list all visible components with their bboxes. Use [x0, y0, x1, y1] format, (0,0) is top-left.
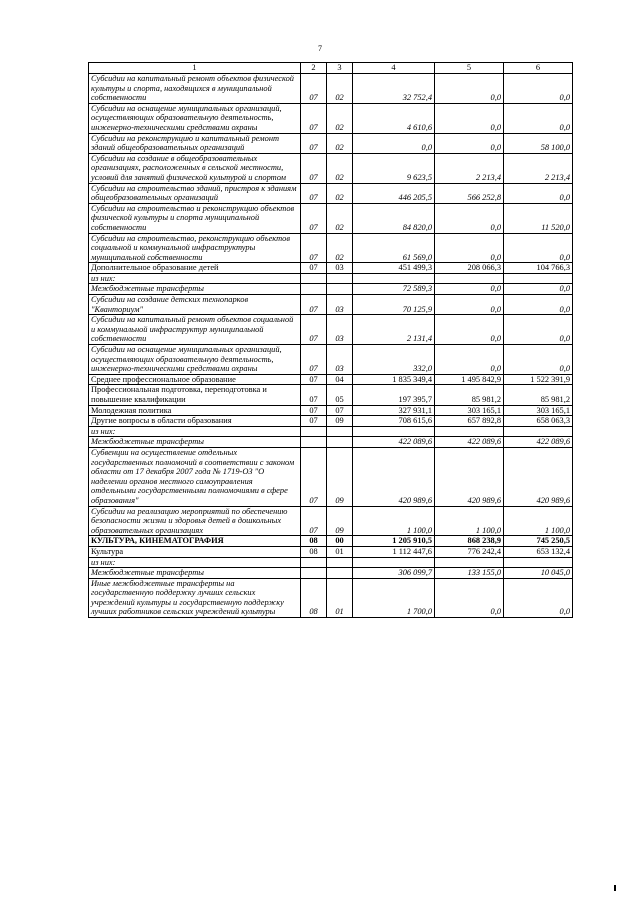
- value-col5-cell: 133 155,0: [435, 568, 504, 579]
- value-col5-cell: [435, 557, 504, 568]
- value-col6-cell: 0,0: [504, 103, 573, 133]
- section-code-cell: 07: [301, 74, 327, 104]
- table-row: [89, 183, 573, 203]
- value-col4-cell: 446 205,5: [353, 183, 435, 203]
- subsection-code-cell: 00: [327, 536, 353, 547]
- value-col6-cell: 0,0: [504, 315, 573, 345]
- section-code-cell: 07: [301, 385, 327, 405]
- subsection-code-cell: 03: [327, 295, 353, 315]
- header-cell: 6: [504, 63, 573, 74]
- subsection-code-cell: 09: [327, 416, 353, 427]
- value-col5-cell: 657 892,8: [435, 416, 504, 427]
- subsection-code-cell: 03: [327, 315, 353, 345]
- value-col5-cell: 0,0: [435, 345, 504, 375]
- table-row: [89, 263, 573, 274]
- value-col6-cell: 10 045,0: [504, 568, 573, 579]
- value-col6-cell: 0,0: [504, 284, 573, 295]
- value-col5-cell: 776 242,4: [435, 546, 504, 557]
- value-col6-cell: 653 132,4: [504, 546, 573, 557]
- section-code-cell: 07: [301, 153, 327, 183]
- value-col6-cell: 1 522 391,9: [504, 374, 573, 385]
- subsection-code-cell: 02: [327, 153, 353, 183]
- value-col4-cell: 1 112 447,6: [353, 546, 435, 557]
- value-col4-cell: 9 623,5: [353, 153, 435, 183]
- section-code-cell: 07: [301, 405, 327, 416]
- value-col5-cell: 422 089,6: [435, 437, 504, 448]
- table-row: [89, 133, 573, 153]
- value-col4-cell: 1 835 349,4: [353, 374, 435, 385]
- subsection-code-cell: 09: [327, 447, 353, 506]
- subsection-code-cell: 09: [327, 506, 353, 536]
- table-row: [89, 74, 573, 104]
- subsection-code-cell: [327, 284, 353, 295]
- row-name-cell: Среднее профессиональное образование: [89, 374, 301, 385]
- section-code-cell: 07: [301, 263, 327, 274]
- value-col4-cell: [353, 426, 435, 437]
- table-row: [89, 385, 573, 405]
- value-col5-cell: 0,0: [435, 284, 504, 295]
- header-cell: 2: [301, 63, 327, 74]
- value-col4-cell: 422 089,6: [353, 437, 435, 448]
- value-col4-cell: 1 205 910,5: [353, 536, 435, 547]
- row-name-cell: Субсидии на оснащение муниципальных организаций, осуществляющих образовательную деятельность, инженерно-техническими средствами охраны: [89, 103, 301, 133]
- value-col5-cell: 566 252,8: [435, 183, 504, 203]
- value-col5-cell: [435, 426, 504, 437]
- value-col4-cell: 306 099,7: [353, 568, 435, 579]
- table-row: [89, 295, 573, 315]
- table-row: [89, 437, 573, 448]
- table-row: [89, 345, 573, 375]
- row-name-cell: Профессиональная подготовка, переподготовка и повышение квалификации: [89, 385, 301, 405]
- table-row: [89, 426, 573, 437]
- value-col5-cell: 0,0: [435, 233, 504, 263]
- value-col5-cell: 208 066,3: [435, 263, 504, 274]
- value-col5-cell: 0,0: [435, 203, 504, 233]
- row-name-cell: Субвенции на осуществление отдельных государственных полномочий в соответствии с законом области от 17 декабря 2007 года № 1719-ОЗ "О наделении органов местного самоуправления отдельными государственными полномочиями в сфере образования": [89, 447, 301, 506]
- section-code-cell: 07: [301, 345, 327, 375]
- value-col5-cell: 0,0: [435, 315, 504, 345]
- section-code-cell: [301, 557, 327, 568]
- subsection-code-cell: [327, 557, 353, 568]
- value-col6-cell: 104 766,3: [504, 263, 573, 274]
- value-col4-cell: 451 499,3: [353, 263, 435, 274]
- page-number: 7: [318, 44, 322, 53]
- row-name-cell: Субсидии на строительство, реконструкцию объектов социальной и коммунальной инфраструктуры муниципальной собственности: [89, 233, 301, 263]
- value-col5-cell: 420 989,6: [435, 447, 504, 506]
- section-code-cell: 07: [301, 233, 327, 263]
- row-name-cell: Межбюджетные трансферты: [89, 284, 301, 295]
- value-col6-cell: 11 520,0: [504, 203, 573, 233]
- table-row: [89, 536, 573, 547]
- row-name-cell: Субсидии на создание детских технопарков "Кванториум": [89, 295, 301, 315]
- table-row: [89, 568, 573, 579]
- value-col5-cell: 85 981,2: [435, 385, 504, 405]
- table-row: [89, 273, 573, 284]
- value-col4-cell: 32 752,4: [353, 74, 435, 104]
- section-code-cell: [301, 426, 327, 437]
- value-col6-cell: 658 063,3: [504, 416, 573, 427]
- row-name-cell: Другие вопросы в области образования: [89, 416, 301, 427]
- value-col6-cell: 0,0: [504, 233, 573, 263]
- table-row: [89, 506, 573, 536]
- header-cell: 1: [89, 63, 301, 74]
- row-name-cell: Субсидии на строительство зданий, пристроя к зданиям общеобразовательных организаций: [89, 183, 301, 203]
- value-col4-cell: 420 989,6: [353, 447, 435, 506]
- value-col6-cell: 0,0: [504, 74, 573, 104]
- value-col4-cell: 72 589,3: [353, 284, 435, 295]
- table-row: [89, 315, 573, 345]
- section-code-cell: 07: [301, 133, 327, 153]
- row-name-cell: Культура: [89, 546, 301, 557]
- row-name-cell: Межбюджетные трансферты: [89, 437, 301, 448]
- section-code-cell: 07: [301, 506, 327, 536]
- value-col5-cell: 0,0: [435, 578, 504, 617]
- value-col6-cell: 1 100,0: [504, 506, 573, 536]
- section-code-cell: 07: [301, 315, 327, 345]
- subsection-code-cell: 01: [327, 546, 353, 557]
- table-row: [89, 578, 573, 617]
- section-code-cell: [301, 284, 327, 295]
- value-col6-cell: 420 989,6: [504, 447, 573, 506]
- row-name-cell: Субсидии на капитальный ремонт объектов физической культуры и спорта, находящихся в муниципальной собственности: [89, 74, 301, 104]
- table-row: [89, 103, 573, 133]
- header-cell: 4: [353, 63, 435, 74]
- section-code-cell: 08: [301, 536, 327, 547]
- section-code-cell: 07: [301, 374, 327, 385]
- row-name-cell: КУЛЬТУРА, КИНЕМАТОГРАФИЯ: [89, 536, 301, 547]
- subsection-code-cell: 02: [327, 183, 353, 203]
- value-col5-cell: 0,0: [435, 295, 504, 315]
- header-cell: 3: [327, 63, 353, 74]
- subsection-code-cell: 03: [327, 263, 353, 274]
- subsection-code-cell: 03: [327, 345, 353, 375]
- section-code-cell: 07: [301, 447, 327, 506]
- value-col4-cell: 327 931,1: [353, 405, 435, 416]
- row-name-cell: Субсидии на капитальный ремонт объектов социальной и коммунальной инфраструктур муниципальной собственности: [89, 315, 301, 345]
- table-row: [89, 374, 573, 385]
- value-col4-cell: [353, 557, 435, 568]
- table-row: [89, 447, 573, 506]
- section-code-cell: 08: [301, 578, 327, 617]
- value-col4-cell: 61 569,0: [353, 233, 435, 263]
- subsection-code-cell: [327, 426, 353, 437]
- value-col5-cell: 303 165,1: [435, 405, 504, 416]
- subsection-code-cell: 01: [327, 578, 353, 617]
- value-col4-cell: 70 125,9: [353, 295, 435, 315]
- section-code-cell: 08: [301, 546, 327, 557]
- row-name-cell: из них:: [89, 426, 301, 437]
- value-col6-cell: 0,0: [504, 578, 573, 617]
- section-code-cell: [301, 568, 327, 579]
- value-col4-cell: 1 700,0: [353, 578, 435, 617]
- subsection-code-cell: 02: [327, 74, 353, 104]
- value-col6-cell: 422 089,6: [504, 437, 573, 448]
- subsection-code-cell: [327, 568, 353, 579]
- value-col5-cell: [435, 273, 504, 284]
- subsection-code-cell: [327, 273, 353, 284]
- table-row: [89, 405, 573, 416]
- value-col4-cell: 197 395,7: [353, 385, 435, 405]
- value-col6-cell: 303 165,1: [504, 405, 573, 416]
- subsection-code-cell: 02: [327, 203, 353, 233]
- section-code-cell: [301, 437, 327, 448]
- value-col4-cell: 0,0: [353, 133, 435, 153]
- row-name-cell: Субсидии на создание в общеобразовательных организациях, расположенных в сельской местности, условий для занятий физической культурой и спортом: [89, 153, 301, 183]
- value-col6-cell: 58 100,0: [504, 133, 573, 153]
- value-col6-cell: 85 981,2: [504, 385, 573, 405]
- subsection-code-cell: 02: [327, 103, 353, 133]
- budget-table: [88, 62, 573, 618]
- section-code-cell: 07: [301, 295, 327, 315]
- header-row: [89, 63, 573, 74]
- page-edge-mark: [614, 885, 616, 891]
- row-name-cell: Субсидии на реализацию мероприятий по обеспечению безопасности жизни и здоровья детей в дошкольных образовательных организациях: [89, 506, 301, 536]
- value-col6-cell: [504, 557, 573, 568]
- value-col4-cell: 1 100,0: [353, 506, 435, 536]
- value-col5-cell: 1 495 842,9: [435, 374, 504, 385]
- subsection-code-cell: 02: [327, 133, 353, 153]
- table-row: [89, 153, 573, 183]
- value-col4-cell: [353, 273, 435, 284]
- table-row: [89, 546, 573, 557]
- value-col5-cell: 0,0: [435, 74, 504, 104]
- value-col6-cell: 745 250,5: [504, 536, 573, 547]
- section-code-cell: 07: [301, 103, 327, 133]
- value-col4-cell: 84 820,0: [353, 203, 435, 233]
- row-name-cell: Межбюджетные трансферты: [89, 568, 301, 579]
- value-col5-cell: 0,0: [435, 103, 504, 133]
- value-col6-cell: 2 213,4: [504, 153, 573, 183]
- value-col5-cell: 868 238,9: [435, 536, 504, 547]
- table-row: [89, 203, 573, 233]
- value-col6-cell: 0,0: [504, 295, 573, 315]
- row-name-cell: из них:: [89, 557, 301, 568]
- value-col5-cell: 1 100,0: [435, 506, 504, 536]
- table-row: [89, 416, 573, 427]
- subsection-code-cell: [327, 437, 353, 448]
- value-col6-cell: 0,0: [504, 345, 573, 375]
- table-row: [89, 284, 573, 295]
- section-code-cell: 07: [301, 416, 327, 427]
- value-col5-cell: 2 213,4: [435, 153, 504, 183]
- value-col4-cell: 332,0: [353, 345, 435, 375]
- value-col4-cell: 4 610,6: [353, 103, 435, 133]
- value-col6-cell: [504, 426, 573, 437]
- section-code-cell: 07: [301, 203, 327, 233]
- subsection-code-cell: 04: [327, 374, 353, 385]
- header-cell: 5: [435, 63, 504, 74]
- row-name-cell: Субсидии на оснащение муниципальных организаций, осуществляющих образовательную деятельность, инженерно-техническими средствами охраны: [89, 345, 301, 375]
- row-name-cell: Молодежная политика: [89, 405, 301, 416]
- value-col6-cell: [504, 273, 573, 284]
- row-name-cell: Субсидии на строительство и реконструкцию объектов физической культуры и спорта муниципальной собственности: [89, 203, 301, 233]
- value-col5-cell: 0,0: [435, 133, 504, 153]
- row-name-cell: из них:: [89, 273, 301, 284]
- value-col6-cell: 0,0: [504, 183, 573, 203]
- subsection-code-cell: 07: [327, 405, 353, 416]
- row-name-cell: Дополнительное образование детей: [89, 263, 301, 274]
- table-row: [89, 557, 573, 568]
- section-code-cell: [301, 273, 327, 284]
- row-name-cell: Иные межбюджетные трансферты на государственную поддержку лучших сельских учреждений культуры и государственную поддержку лучших работников сельских учреждений культуры: [89, 578, 301, 617]
- value-col4-cell: 2 131,4: [353, 315, 435, 345]
- subsection-code-cell: 02: [327, 233, 353, 263]
- table-row: [89, 233, 573, 263]
- section-code-cell: 07: [301, 183, 327, 203]
- row-name-cell: Субсидии на реконструкцию и капитальный ремонт зданий общеобразовательных организаций: [89, 133, 301, 153]
- subsection-code-cell: 05: [327, 385, 353, 405]
- value-col4-cell: 708 615,6: [353, 416, 435, 427]
